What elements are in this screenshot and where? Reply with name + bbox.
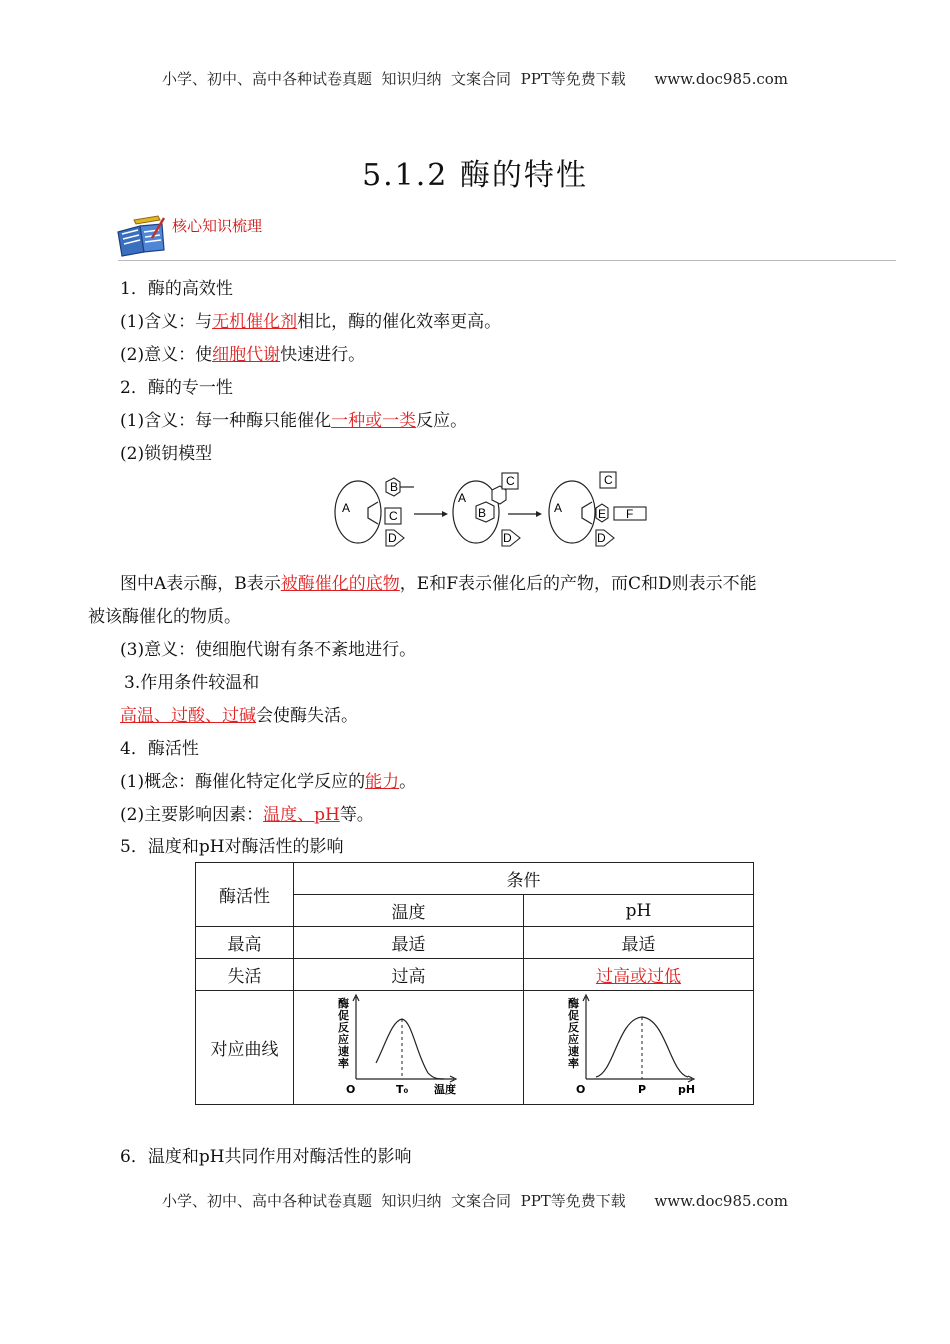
s4-heading: 4．酶活性: [120, 739, 199, 759]
ph-curve-cell: [524, 991, 754, 1105]
yl-1: 促: [337, 1009, 349, 1022]
ph-origin: O: [575, 1083, 585, 1096]
ph-x-label: pH: [677, 1083, 695, 1096]
row-inactive-ph: [524, 959, 754, 991]
temp-x-label: 温度: [433, 1083, 456, 1096]
label-c-3: C: [604, 473, 613, 487]
label-d-1: D: [388, 531, 397, 545]
s6-heading: 6．温度和pH共同作用对酶活性的影响: [120, 1147, 412, 1167]
text: (1)概念：酶催化特定化学反应的: [120, 772, 366, 792]
label-c-1: C: [389, 509, 398, 523]
label-f: F: [626, 507, 634, 521]
s2-line2: (2)锁钥模型: [120, 444, 213, 464]
text: 图中A表示酶，B表示: [120, 574, 281, 594]
row-max-ph: 最适: [524, 927, 754, 959]
answer: 高温、过酸、过碱: [120, 706, 256, 726]
label-b-1: B: [390, 480, 399, 494]
ph-curve-chart: [564, 993, 714, 1097]
s1-line2: [120, 340, 365, 365]
th-temp: 温度: [294, 895, 524, 927]
text: (1)含义：每一种酶只能催化: [120, 411, 332, 431]
page-title: 5.1.2 酶的特性: [362, 158, 588, 193]
text: 快速进行。: [280, 345, 366, 365]
answer: 无机催化剂: [212, 312, 298, 332]
section-label: 核心知识梳理: [172, 217, 263, 235]
row-inactive-temp: 过高: [294, 959, 524, 991]
s4-line1: [120, 767, 416, 792]
yl-2: 反: [567, 1021, 579, 1034]
label-d-2: D: [503, 531, 512, 545]
temp-curve-cell: [294, 991, 524, 1105]
row-max-temp: 最适: [294, 927, 524, 959]
th-condition: 条件: [294, 863, 754, 895]
yl-1: 促: [567, 1009, 579, 1022]
text: 等。: [339, 805, 374, 825]
temp-curve-chart: [334, 993, 484, 1097]
yl-0: 酶: [567, 997, 579, 1010]
label-b-2: B: [478, 506, 487, 520]
page-header: 小学、初中、高中各种试卷真题 知识归纳 文案合同 PPT等免费下载 www.doc985.com: [161, 70, 788, 88]
ph-peak-label: P: [637, 1083, 646, 1096]
answer: 能力: [365, 772, 400, 792]
row-curve-label: 对应曲线: [196, 991, 294, 1105]
th-activity: 酶活性: [196, 863, 294, 927]
book-icon: [114, 212, 168, 258]
label-d-3: D: [597, 531, 606, 545]
temp-curve-line: [376, 1019, 444, 1079]
yl-0: 酶: [337, 997, 349, 1010]
lock-key-diagram: [330, 468, 660, 554]
s2-heading: 2．酶的专一性: [120, 378, 233, 398]
th-ph: pH: [524, 895, 754, 927]
label-a-2: A: [458, 491, 467, 505]
page-footer: 小学、初中、高中各种试卷真题 知识归纳 文案合同 PPT等免费下载 www.doc985.com: [161, 1192, 788, 1210]
label-a-3: A: [554, 501, 563, 515]
row-inactive-label: 失活: [196, 959, 294, 991]
ph-ylabel: [568, 996, 579, 1070]
answer: 被酶催化的底物: [280, 574, 400, 594]
yl-5: 率: [337, 1057, 349, 1070]
temp-origin: O: [345, 1083, 355, 1096]
answer: 细胞代谢: [212, 345, 281, 365]
yl-4: 速: [567, 1045, 579, 1058]
s2-line1: [120, 406, 467, 431]
label-e: E: [598, 507, 607, 521]
s2-paragraph-cont: 被该酶催化的物质。: [88, 607, 241, 627]
answer: 一种或一类: [331, 411, 417, 431]
text: 反应。: [416, 411, 468, 431]
temp-ylabel: [338, 996, 349, 1070]
s4-line2: [120, 800, 374, 825]
text: ，E和F表示催化后的产物，而C和D则表示不能: [399, 574, 757, 594]
text: 会使酶失活。: [256, 706, 358, 726]
label-c-2: C: [506, 474, 515, 488]
answer: 过高或过低: [596, 967, 681, 987]
text: (2)主要影响因素：: [120, 805, 264, 825]
text: 相比，酶的催化效率更高。: [297, 312, 502, 332]
s1-line1: [120, 307, 501, 332]
yl-2: 反: [337, 1021, 349, 1034]
s2-paragraph: [120, 569, 757, 594]
temp-peak-label: T₀: [395, 1083, 408, 1096]
label-a-1: A: [342, 501, 351, 515]
yl-3: 应: [567, 1033, 579, 1046]
text: (2)意义：使: [120, 345, 213, 365]
text: (1)含义：与: [120, 312, 213, 332]
yl-4: 速: [337, 1045, 349, 1058]
yl-3: 应: [337, 1033, 349, 1046]
s2-line3: (3)意义：使细胞代谢有条不紊地进行。: [120, 640, 417, 660]
s3-line: [120, 701, 358, 726]
s5-heading: 5．温度和pH对酶活性的影响: [120, 837, 344, 857]
s3-heading: 3.作用条件较温和: [124, 673, 260, 693]
s1-heading: 1．酶的高效性: [120, 279, 233, 299]
text: 。: [399, 772, 417, 792]
row-max-label: 最高: [196, 927, 294, 959]
activity-table: [195, 862, 754, 1105]
section-divider: [118, 260, 896, 261]
answer: 温度、pH: [263, 805, 340, 825]
yl-5: 率: [567, 1057, 579, 1070]
